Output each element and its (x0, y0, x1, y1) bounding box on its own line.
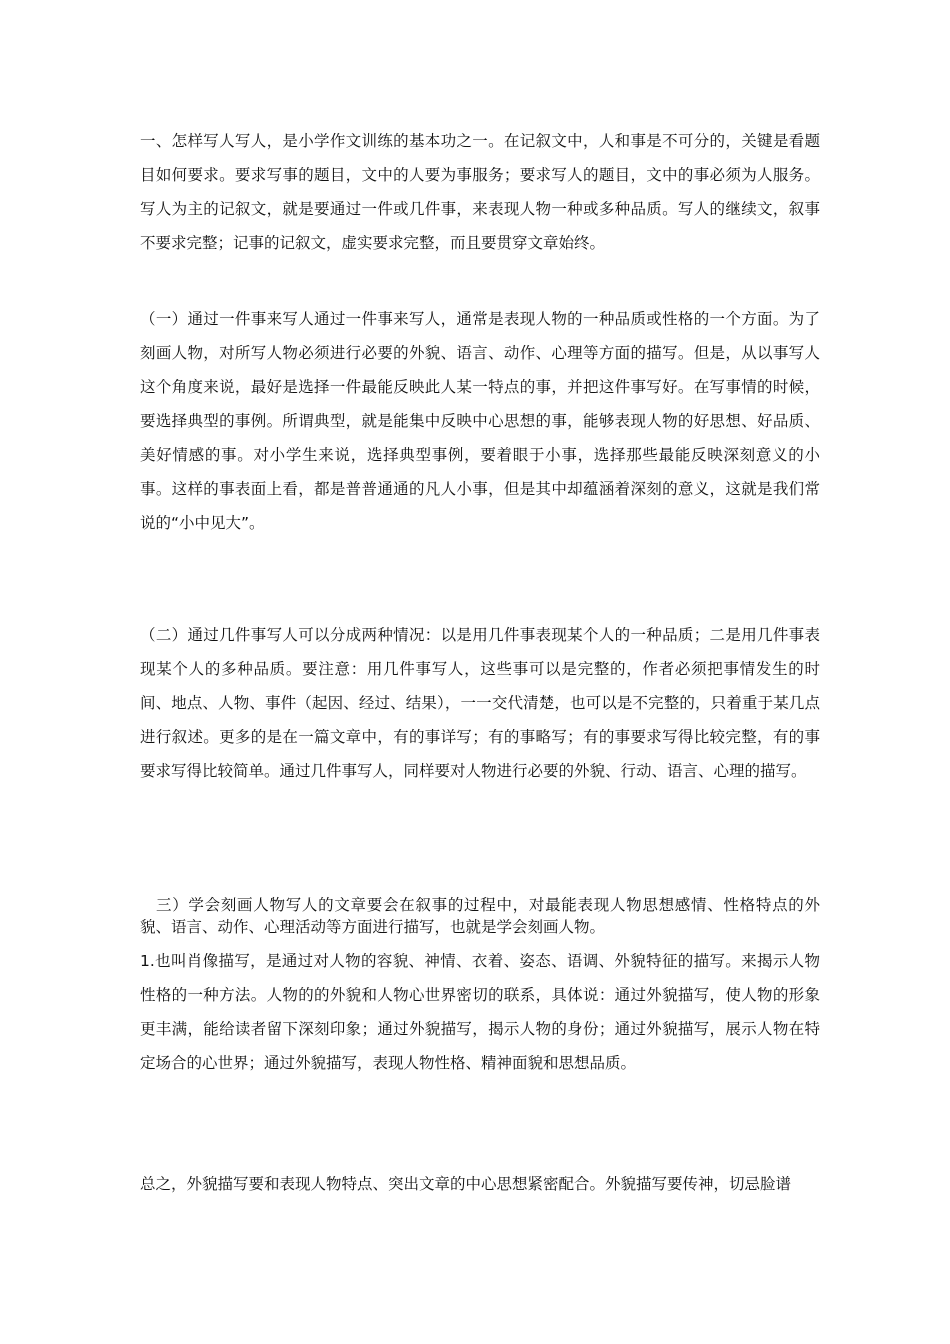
paragraph-how-to-write-people: 一、怎样写人写人，是小学作文训练的基本功之一。在记叙文中，人和事是不可分的，关键是看题目如何要求。要求写事的题目，文中的人要为事服务；要求写人的题目，文中的事必须为人服务。写人为主的记叙文，就是要通过一件或几件事，来表现人物一种或多种品质。写人的继续文，叙事不要求完整；记事的记叙文，虚实要求完整，而且要贯穿文章始终。 (140, 132, 820, 252)
paragraph-several-events: （二）通过几件事写人可以分成两种情况：以是用几件事表现某个人的一种品质；二是用几件事表现某个人的多种品质。要注意：用几件事写人，这些事可以是完整的，作者必须把事情发生的时间、地点、人物、事件（起因、经过、结果），一一交代清楚，也可以是不完整的，只着重于某几点进行叙述。更多的是在一篇文章中，有的事详写；有的事略写；有的事要求写得比较完整，有的事要求写得比较简单。通过几件事写人，同样要对人物进行必要的外貌、行动、语言、心理的描写。 (140, 626, 820, 780)
paragraph-summary: 总之，外貌描写要和表现人物特点、突出文章的中心思想紧密配合。外貌描写要传神，切忌脸谱 (140, 1175, 792, 1193)
paragraph-portray-characters: 三）学会刻画人物写人的文章要会在叙事的过程中，对最能表现人物思想感情、性格特点的外貌、语言、动作、心理活动等方面进行描写，也就是学会刻画人物。 (140, 896, 820, 936)
paragraph-portrait-description: 1.也叫肖像描写，是通过对人物的容貌、神情、衣着、姿态、语调、外貌特征的描写。来揭示人物性格的一种方法。人物的的外貌和人物心世界密切的联系，具体说：通过外貌描写，使人物的形象更丰满，能给读者留下深刻印象；通过外貌描写，揭示人物的身份；通过外貌描写，展示人物在特定场合的心世界；通过外貌描写，表现人物性格、精神面貌和思想品质。 (140, 952, 820, 1072)
paragraph-one-event: （一）通过一件事来写人通过一件事来写人，通常是表现人物的一种品质或性格的一个方面。为了刻画人物，对所写人物必须进行必要的外貌、语言、动作、心理等方面的描写。但是，从以事写人这个角度来说，最好是选择一件最能反映此人某一特点的事，并把这件事写好。在写事情的时候，要选择典型的事例。所谓典型，就是能集中反映中心思想的事，能够表现人物的好思想、好品质、美好情感的事。对小学生来说，选择典型事例，要着眼于小事，选择那些最能反映深刻意义的小事。这样的事表面上看，都是普普通通的凡人小事，但是其中却蕴涵着深刻的意义，这就是我们常说的“小中见大”。 (140, 310, 820, 532)
